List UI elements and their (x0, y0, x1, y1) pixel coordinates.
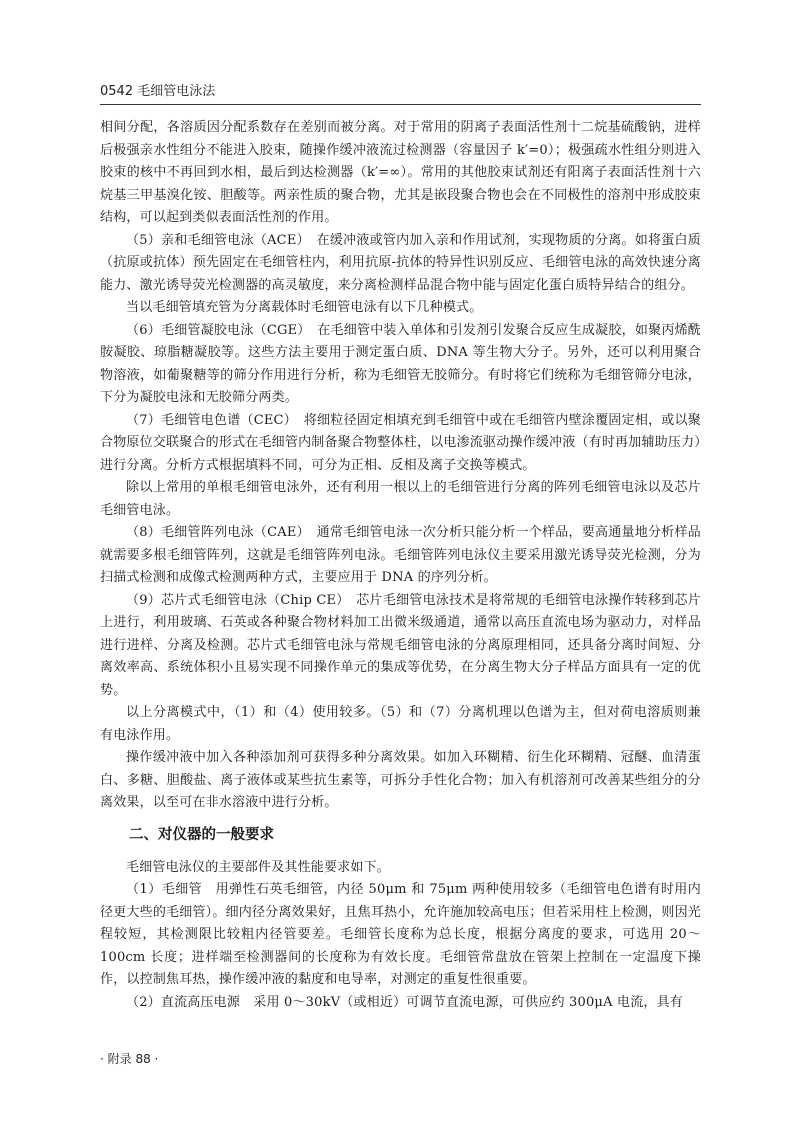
paragraph: （1）毛细管 用弹性石英毛细管，内径 50μm 和 75μm 两种使用较多（毛细管电色谱有时用内径更大些的毛细管）。细内径分离效果好，且焦耳热小，允许施加较高电压；但若采用柱上检测，则因光程较短，其检测限比较粗内径管要差。毛细管长度称为总长度，根据分离度的要求，可选用 20～100cm 长度；进样端至检测器间的长度称为有效长度。毛细管常盘放在管架上控制在一定温度下操作，以控制焦耳热，操作缓冲液的黏度和电导率，对测定的重复性很重要。 (100, 882, 701, 987)
paragraph: （9）芯片式毛细管电泳（Chip CE） 芯片毛细管电泳技术是将常规的毛细管电泳操作转移到芯片上进行，利用玻璃、石英或各种聚合物材料加工出微米级通道，通常以高压直流电场为驱动力，对样品进行进样、分离及检测。芯片式毛细管电泳与常规毛细管电泳的分离原理相同，还具备分离时间短、分离效率高、系统体积小且易实现不同操作单元的集成等优势，在分离生物大分子样品方面具有一定的优势。 (100, 592, 701, 698)
paragraph: 相间分配，各溶质因分配系数存在差别而被分离。对于常用的阴离子表面活性剂十二烷基硫酸钠，进样后极强亲水性组分不能进入胶束，随操作缓冲液流过检测器（容量因子 k′=0）；极强疏水性组分则进入胶束的核中不再回到水相，最后到达检测器（k′=∞）。常用的其他胶束试剂还有阳离子表面活性剂十六烷基三甲基溴化铵、胆酸等。两亲性质的聚合物，尤其是嵌段聚合物也会在不同极性的溶剂中形成胶束结构，可以起到类似表面活性剂的作用。 (100, 120, 701, 225)
header-divider (100, 104, 701, 105)
running-header: 0542 毛细管电泳法 (100, 84, 216, 99)
paragraph: （5）亲和毛细管电泳（ACE） 在缓冲液或管内加入亲和作用试剂，实现物质的分离。如将蛋白质（抗原或抗体）预先固定在毛细管柱内，利用抗原-抗体的特异性识别反应、毛细管电泳的高效快速分离能力、激光诱导荧光检测器的高灵敏度，来分离检测样品混合物中能与固定化蛋白质特异结合的组分。 (100, 232, 701, 293)
page-number: · 附录 88 · (100, 1052, 159, 1066)
paragraph: 以上分离模式中，（1）和（4）使用较多。（5）和（7）分离机理以色谱为主，但对荷电溶质则兼有电泳作用。 (100, 705, 701, 743)
paragraph: 除以上常用的单根毛细管电泳外，还有利用一根以上的毛细管进行分离的阵列毛细管电泳以及芯片毛细管电泳。 (100, 480, 701, 518)
paragraph: （7）毛细管电色谱（CEC） 将细粒径固定相填充到毛细管中或在毛细管内壁涂覆固定相，或以聚合物原位交联聚合的形式在毛细管内制备聚合物整体柱，以电渗流驱动操作缓冲液（有时再加辅助压力）进行分离。分析方式根据填料不同，可分为正相、反相及离子交换等模式。 (100, 412, 701, 473)
paragraph: （2）直流高压电源 采用 0～30kV（或相近）可调节直流电源，可供应约 300μA 电流，具有 (126, 994, 683, 1010)
paragraph: （6）毛细管凝胶电泳（CGE） 在毛细管中装入单体和引发剂引发聚合反应生成凝胶，如聚丙烯酰胺凝胶、琼脂糖凝胶等。这些方法主要用于测定蛋白质、DNA 等生物大分子。另外，还可以利用聚合物溶液，如葡聚糖等的筛分作用进行分析，称为毛细管无胶筛分。有时将它们统称为毛细管筛分电泳，下分为凝胶电泳和无胶筛分两类。 (100, 322, 701, 405)
paragraph: （8）毛细管阵列电泳（CAE） 通常毛细管电泳一次分析只能分析一个样品，要高通量地分析样品就需要多根毛细管阵列，这就是毛细管阵列电泳。毛细管阵列电泳仪主要采用激光诱导荧光检测，分为扫描式检测和成像式检测两种方式，主要应用于 DNA 的序列分析。 (100, 525, 701, 585)
paragraph: 操作缓冲液中加入各种添加剂可获得多种分离效果。如加入环糊精、衍生化环糊精、冠醚、血清蛋白、多糖、胆酸盐、离子液体或某些抗生素等，可拆分手性化合物；加入有机溶剂可改善某些组分的分离效果，以至可在非水溶液中进行分析。 (100, 750, 701, 810)
paragraph: 毛细管电泳仪的主要部件及其性能要求如下。 (126, 859, 391, 875)
section-heading: 二、对仪器的一般要求 (129, 826, 274, 843)
page-body (100, 117, 701, 1014)
paragraph: 当以毛细管填充管为分离载体时毛细管电泳有以下几种模式。 (126, 300, 483, 315)
